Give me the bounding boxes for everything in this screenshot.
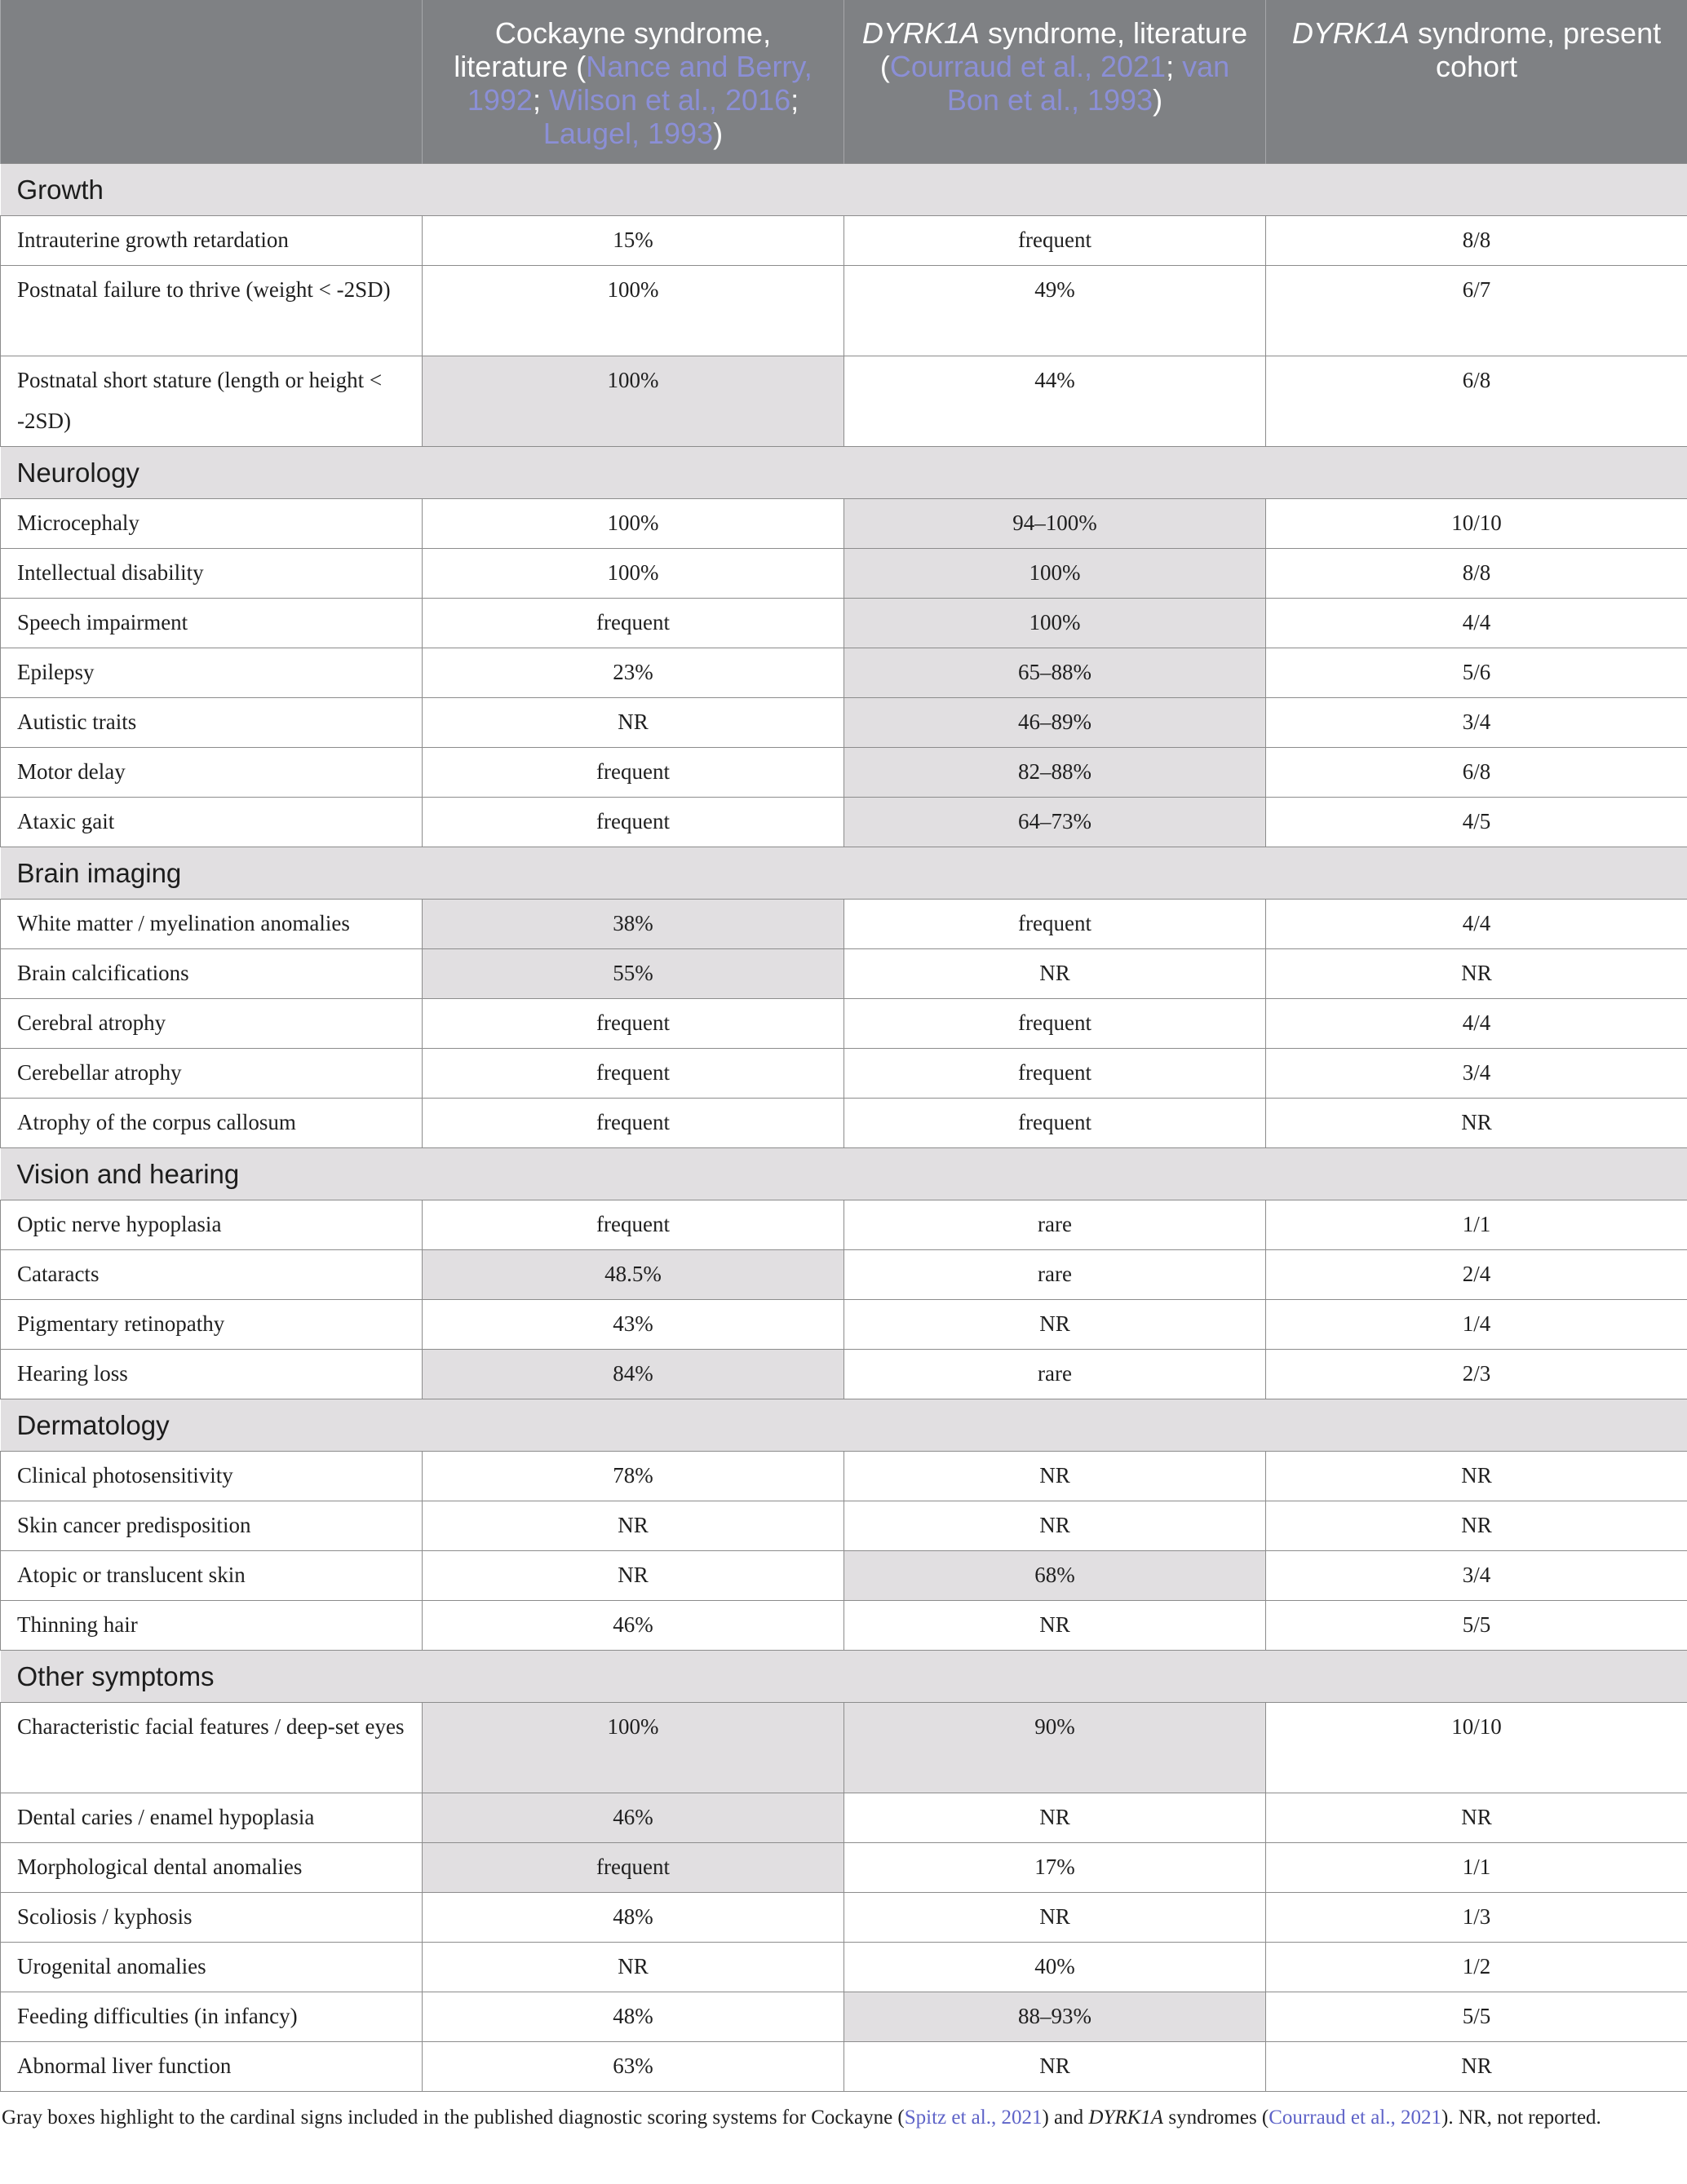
table-row [1,748,1687,798]
cockayne-literature-cell: frequent [423,1049,844,1099]
section-title: Growth [1,164,1687,216]
feature-label-cell: White matter / myelination anomalies [1,900,423,949]
present-cohort-cell: 4/4 [1266,999,1687,1049]
section-title: Dermatology [1,1399,1687,1452]
present-cohort-cell: 6/8 [1266,356,1687,447]
present-cohort-cell: 3/4 [1266,698,1687,748]
dyrk1a-literature-cell: frequent [844,216,1266,266]
present-cohort-cell: 2/4 [1266,1250,1687,1300]
feature-label-cell: Postnatal failure to thrive (weight < -2SD) [1,266,423,356]
present-cohort-cell: NR [1266,1452,1687,1501]
feature-label-cell: Atopic or translucent skin [1,1551,423,1601]
feature-label-cell: Motor delay [1,748,423,798]
feature-label-cell: Cerebral atrophy [1,999,423,1049]
dyrk1a-literature-cell: 64–73% [844,798,1266,847]
section-title: Vision and hearing [1,1148,1687,1200]
dyrk1a-literature-cell: NR [844,949,1266,999]
section-header-row [1,1399,1687,1452]
present-cohort-cell: 1/2 [1266,1943,1687,1992]
present-cohort-cell: 4/5 [1266,798,1687,847]
feature-label-cell: Epilepsy [1,648,423,698]
dyrk1a-literature-cell: 94–100% [844,499,1266,549]
dyrk1a-literature-cell: NR [844,1501,1266,1551]
present-cohort-cell: 4/4 [1266,599,1687,648]
citation-link[interactable]: Wilson et al., 2016 [548,83,791,117]
cockayne-literature-cell: 84% [423,1350,844,1399]
present-cohort-cell: NR [1266,2042,1687,2092]
feature-label-cell: Hearing loss [1,1350,423,1399]
present-cohort-cell: NR [1266,1793,1687,1843]
present-cohort-cell: NR [1266,1099,1687,1148]
section-title: Other symptoms [1,1651,1687,1703]
dyrk1a-literature-cell: 88–93% [844,1992,1266,2042]
table-row [1,900,1687,949]
cockayne-literature-cell: frequent [423,1099,844,1148]
cockayne-literature-cell: 38% [423,900,844,949]
cockayne-literature-cell: frequent [423,999,844,1049]
table-row [1,1501,1687,1551]
dyrk1a-literature-cell: 100% [844,549,1266,599]
table-row [1,499,1687,549]
dyrk1a-literature-cell: 46–89% [844,698,1266,748]
feature-label-cell: Pigmentary retinopathy [1,1300,423,1350]
dyrk1a-literature-cell: NR [844,1601,1266,1651]
table-row [1,1793,1687,1843]
cockayne-literature-cell: 100% [423,266,844,356]
section-title: Neurology [1,447,1687,499]
present-cohort-cell: 3/4 [1266,1551,1687,1601]
cockayne-literature-cell: 48% [423,1992,844,2042]
table-row [1,599,1687,648]
dyrk1a-literature-cell: NR [844,1893,1266,1943]
present-cohort-cell: 4/4 [1266,900,1687,949]
feature-label-cell: Intrauterine growth retardation [1,216,423,266]
table-row [1,698,1687,748]
table-row [1,648,1687,698]
header-empty-cell [1,0,423,164]
cockayne-literature-cell: 48.5% [423,1250,844,1300]
table-row [1,1843,1687,1893]
table-row [1,1200,1687,1250]
cockayne-literature-cell: NR [423,1943,844,1992]
dyrk1a-literature-cell: 100% [844,599,1266,648]
present-cohort-cell: 10/10 [1266,1703,1687,1793]
cockayne-literature-cell: 100% [423,549,844,599]
header-cockayne-literature: Cockayne syndrome, literature (Nance and Berry, 1992; Wilson et al., 2016; Laugel, 1993) [423,0,844,164]
section-header-row [1,447,1687,499]
table-row [1,1099,1687,1148]
table-row [1,356,1687,447]
section-header-row [1,1148,1687,1200]
dyrk1a-literature-cell: 44% [844,356,1266,447]
feature-label-cell: Speech impairment [1,599,423,648]
table-row [1,1250,1687,1300]
feature-label-cell: Scoliosis / kyphosis [1,1893,423,1943]
table-row [1,216,1687,266]
feature-label-cell: Brain calcifications [1,949,423,999]
dyrk1a-literature-cell: 65–88% [844,648,1266,698]
citation-link[interactable]: Spitz et al., 2021 [904,2107,1043,2129]
present-cohort-cell: 8/8 [1266,549,1687,599]
table-row [1,1943,1687,1992]
table-row [1,798,1687,847]
dyrk1a-literature-cell: NR [844,1793,1266,1843]
present-cohort-cell: 5/6 [1266,648,1687,698]
citation-link[interactable]: Laugel, 1993 [542,117,714,150]
cockayne-literature-cell: 48% [423,1893,844,1943]
table-row [1,999,1687,1049]
feature-label-cell: Atrophy of the corpus callosum [1,1099,423,1148]
cockayne-literature-cell: NR [423,1501,844,1551]
dyrk1a-literature-cell: NR [844,1452,1266,1501]
table-row [1,1452,1687,1501]
table-row [1,266,1687,356]
feature-label-cell: Cerebellar atrophy [1,1049,423,1099]
dyrk1a-literature-cell: rare [844,1350,1266,1399]
citation-link[interactable]: Courraud et al., 2021 [889,50,1167,83]
present-cohort-cell: 10/10 [1266,499,1687,549]
cockayne-literature-cell: 46% [423,1793,844,1843]
present-cohort-cell: 5/5 [1266,1601,1687,1651]
cockayne-literature-cell: 63% [423,2042,844,2092]
cockayne-literature-cell: frequent [423,748,844,798]
dyrk1a-literature-cell: 68% [844,1551,1266,1601]
table-row [1,1703,1687,1793]
cockayne-literature-cell: 78% [423,1452,844,1501]
section-header-row [1,847,1687,900]
dyrk1a-literature-cell: 90% [844,1703,1266,1793]
cockayne-literature-cell: 100% [423,499,844,549]
citation-link[interactable]: Nance and Berry, 1992 [467,50,813,117]
dyrk1a-literature-cell: frequent [844,1049,1266,1099]
present-cohort-cell: 2/3 [1266,1350,1687,1399]
cockayne-literature-cell: 43% [423,1300,844,1350]
section-header-row [1,164,1687,216]
table-row [1,549,1687,599]
present-cohort-cell: 6/8 [1266,748,1687,798]
dyrk1a-literature-cell: NR [844,2042,1266,2092]
table-row [1,949,1687,999]
present-cohort-cell: NR [1266,1501,1687,1551]
header-dyrk1a-present-cohort: DYRK1A syndrome, present cohort [1266,0,1687,164]
dyrk1a-literature-cell: frequent [844,999,1266,1049]
cockayne-literature-cell: frequent [423,1843,844,1893]
dyrk1a-literature-cell: rare [844,1200,1266,1250]
feature-label-cell: Cataracts [1,1250,423,1300]
table-row [1,1992,1687,2042]
table-footnote: Gray boxes highlight to the cardinal signs included in the published diagnostic scoring systems for Cockayne (Spitz et al., 2021) and DYRK1A syndromes (Courraud et al., 2021). NR, not reported. [2,2107,1601,2129]
dyrk1a-literature-cell: frequent [844,1099,1266,1148]
feature-label-cell: Characteristic facial features / deep-set eyes [1,1703,423,1793]
dyrk1a-literature-cell: rare [844,1250,1266,1300]
feature-label-cell: Clinical photosensitivity [1,1452,423,1501]
cockayne-literature-cell: 15% [423,216,844,266]
table-row [1,1551,1687,1601]
table-row [1,2042,1687,2092]
present-cohort-cell: 1/4 [1266,1300,1687,1350]
cockayne-literature-cell: 46% [423,1601,844,1651]
feature-label-cell: Intellectual disability [1,549,423,599]
present-cohort-cell: 6/7 [1266,266,1687,356]
feature-label-cell: Feeding difficulties (in infancy) [1,1992,423,2042]
cockayne-literature-cell: 23% [423,648,844,698]
feature-label-cell: Urogenital anomalies [1,1943,423,1992]
table-row [1,1893,1687,1943]
cockayne-literature-cell: frequent [423,798,844,847]
feature-label-cell: Thinning hair [1,1601,423,1651]
citation-link[interactable]: Courraud et al., 2021 [1269,2107,1442,2129]
present-cohort-cell: 1/3 [1266,1893,1687,1943]
feature-label-cell: Postnatal short stature (length or height < -2SD) [1,356,423,447]
cockayne-literature-cell: frequent [423,599,844,648]
feature-label-cell: Ataxic gait [1,798,423,847]
feature-label-cell: Dental caries / enamel hypoplasia [1,1793,423,1843]
table-row [1,1601,1687,1651]
cockayne-literature-cell: NR [423,1551,844,1601]
citation-link[interactable]: van Bon et al., 1993 [946,50,1230,117]
table-row [1,1350,1687,1399]
table-row [1,1049,1687,1099]
dyrk1a-literature-cell: frequent [844,900,1266,949]
feature-label-cell: Microcephaly [1,499,423,549]
cockayne-literature-cell: frequent [423,1200,844,1250]
table-row [1,1300,1687,1350]
section-title: Brain imaging [1,847,1687,900]
header-dyrk1a-literature: DYRK1A syndrome, literature (Courraud et al., 2021; van Bon et al., 1993) [844,0,1266,164]
present-cohort-cell: 1/1 [1266,1200,1687,1250]
dyrk1a-literature-cell: 82–88% [844,748,1266,798]
dyrk1a-literature-cell: 49% [844,266,1266,356]
present-cohort-cell: NR [1266,949,1687,999]
feature-label-cell: Abnormal liver function [1,2042,423,2092]
present-cohort-cell: 1/1 [1266,1843,1687,1893]
feature-label-cell: Skin cancer predisposition [1,1501,423,1551]
cockayne-literature-cell: 100% [423,356,844,447]
cockayne-literature-cell: 100% [423,1703,844,1793]
dyrk1a-literature-cell: NR [844,1300,1266,1350]
cockayne-literature-cell: NR [423,698,844,748]
feature-label-cell: Morphological dental anomalies [1,1843,423,1893]
dyrk1a-literature-cell: 40% [844,1943,1266,1992]
dyrk1a-literature-cell: 17% [844,1843,1266,1893]
present-cohort-cell: 5/5 [1266,1992,1687,2042]
feature-label-cell: Optic nerve hypoplasia [1,1200,423,1250]
section-header-row [1,1651,1687,1703]
feature-label-cell: Autistic traits [1,698,423,748]
present-cohort-cell: 8/8 [1266,216,1687,266]
cockayne-literature-cell: 55% [423,949,844,999]
present-cohort-cell: 3/4 [1266,1049,1687,1099]
table-header-row [1,0,1687,164]
